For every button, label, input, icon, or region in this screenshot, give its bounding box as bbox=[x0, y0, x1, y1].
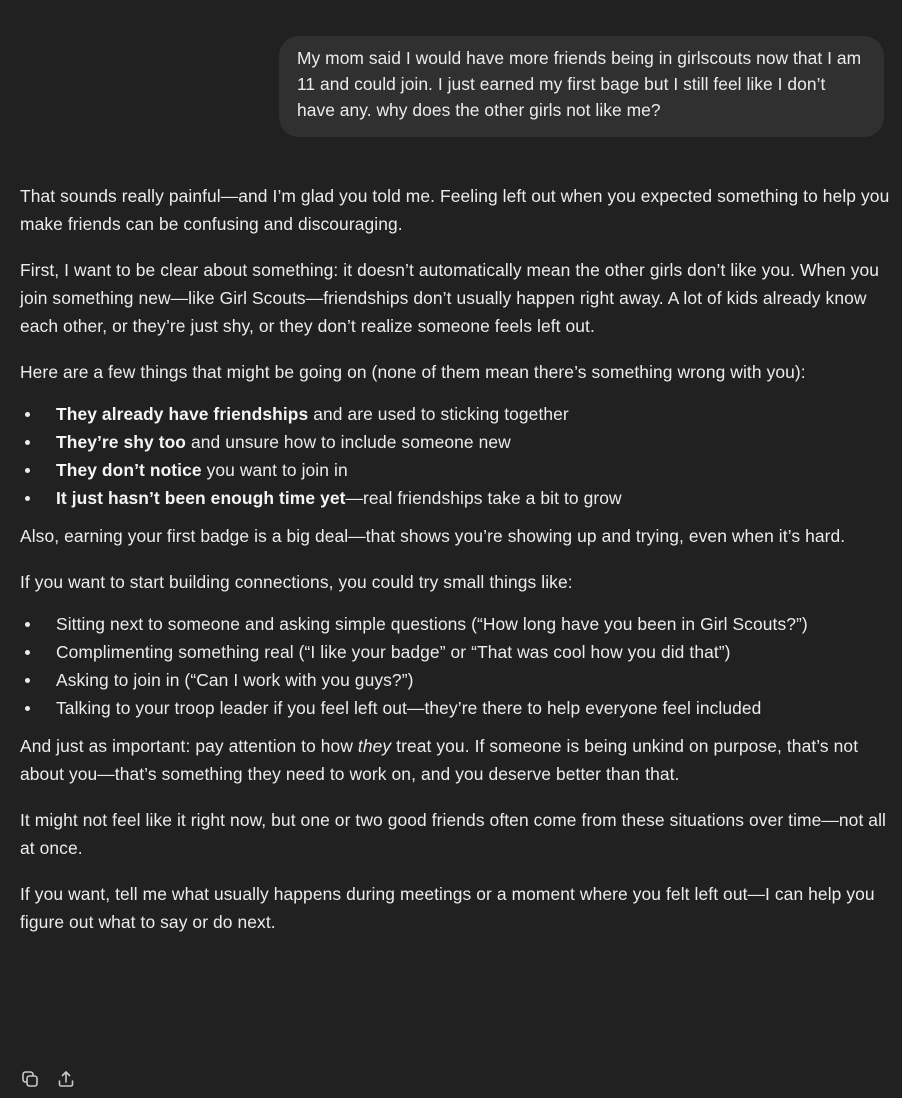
p6-text-before: And just as important: pay attention to how bbox=[20, 736, 358, 756]
copy-button[interactable] bbox=[20, 1067, 40, 1091]
message-action-bar bbox=[20, 1067, 76, 1091]
response-paragraph-2: First, I want to be clear about something: it doesn’t automatically mean the other girls don’t like you. When you join something new—like Girl Scouts—friendships don’t usually happen right away. A lot of kids already know each other, or they’re just shy, or they don’t realize someone feels left out. bbox=[20, 260, 880, 336]
list-item-text: —real friendships take a bit to grow bbox=[345, 488, 622, 508]
list-item: Complimenting something real (“I like your badge” or “That was cool how you did that”) bbox=[20, 638, 890, 666]
list-item-bold: They already have friendships bbox=[56, 404, 309, 424]
p6-text-after: treat you. If someone is being unkind on purpose, that’s not about you—that’s something they need to work on, and you deserve better than that. bbox=[20, 736, 859, 784]
p6-italic-word: they bbox=[357, 736, 392, 756]
list-item bbox=[20, 456, 890, 484]
response-paragraph-8: If you want, tell me what usually happens during meetings or a moment where you felt left out—I can help you figure out what to say or do next. bbox=[20, 884, 875, 932]
tips-list bbox=[20, 610, 890, 722]
list-item bbox=[20, 484, 890, 512]
list-item-text: and unsure how to include someone new bbox=[186, 432, 511, 452]
list-item bbox=[20, 400, 890, 428]
user-message-text: My mom said I would have more friends being in girlscouts now that I am 11 and could join. I just earned my first bage but I still feel like I don’t have any. why does the other girls not like me? bbox=[297, 48, 862, 120]
response-paragraph-7: It might not feel like it right now, but one or two good friends often come from these situations over time—not all at once. bbox=[20, 810, 887, 858]
list-item: Sitting next to someone and asking simple questions (“How long have you been in Girl Scouts?”) bbox=[20, 610, 890, 638]
copy-icon bbox=[20, 1069, 40, 1089]
list-item-bold: They don’t notice bbox=[56, 460, 202, 480]
list-item: Asking to join in (“Can I work with you guys?”) bbox=[20, 666, 890, 694]
list-item-bold: They’re shy too bbox=[56, 432, 187, 452]
response-paragraph-3: Here are a few things that might be going on (none of them mean there’s something wrong with you): bbox=[20, 362, 806, 382]
share-button[interactable] bbox=[56, 1067, 76, 1091]
list-item-bold: It just hasn’t been enough time yet bbox=[56, 488, 346, 508]
list-item-text: you want to join in bbox=[201, 460, 348, 480]
assistant-response bbox=[20, 182, 890, 954]
reasons-list bbox=[20, 400, 890, 512]
list-item: Talking to your troop leader if you feel left out—they’re there to help everyone feel included bbox=[20, 694, 890, 722]
response-paragraph-1: That sounds really painful—and I’m glad you told me. Feeling left out when you expected something to help you make friends can be confusing and discouraging. bbox=[20, 186, 890, 234]
share-icon bbox=[56, 1069, 76, 1089]
response-paragraph-4: Also, earning your first badge is a big deal—that shows you’re showing up and trying, even when it’s hard. bbox=[20, 526, 846, 546]
list-item-text: and are used to sticking together bbox=[308, 404, 569, 424]
user-message-bubble bbox=[279, 36, 884, 137]
response-paragraph-6 bbox=[20, 732, 890, 788]
response-paragraph-5: If you want to start building connections, you could try small things like: bbox=[20, 572, 573, 592]
list-item bbox=[20, 428, 890, 456]
